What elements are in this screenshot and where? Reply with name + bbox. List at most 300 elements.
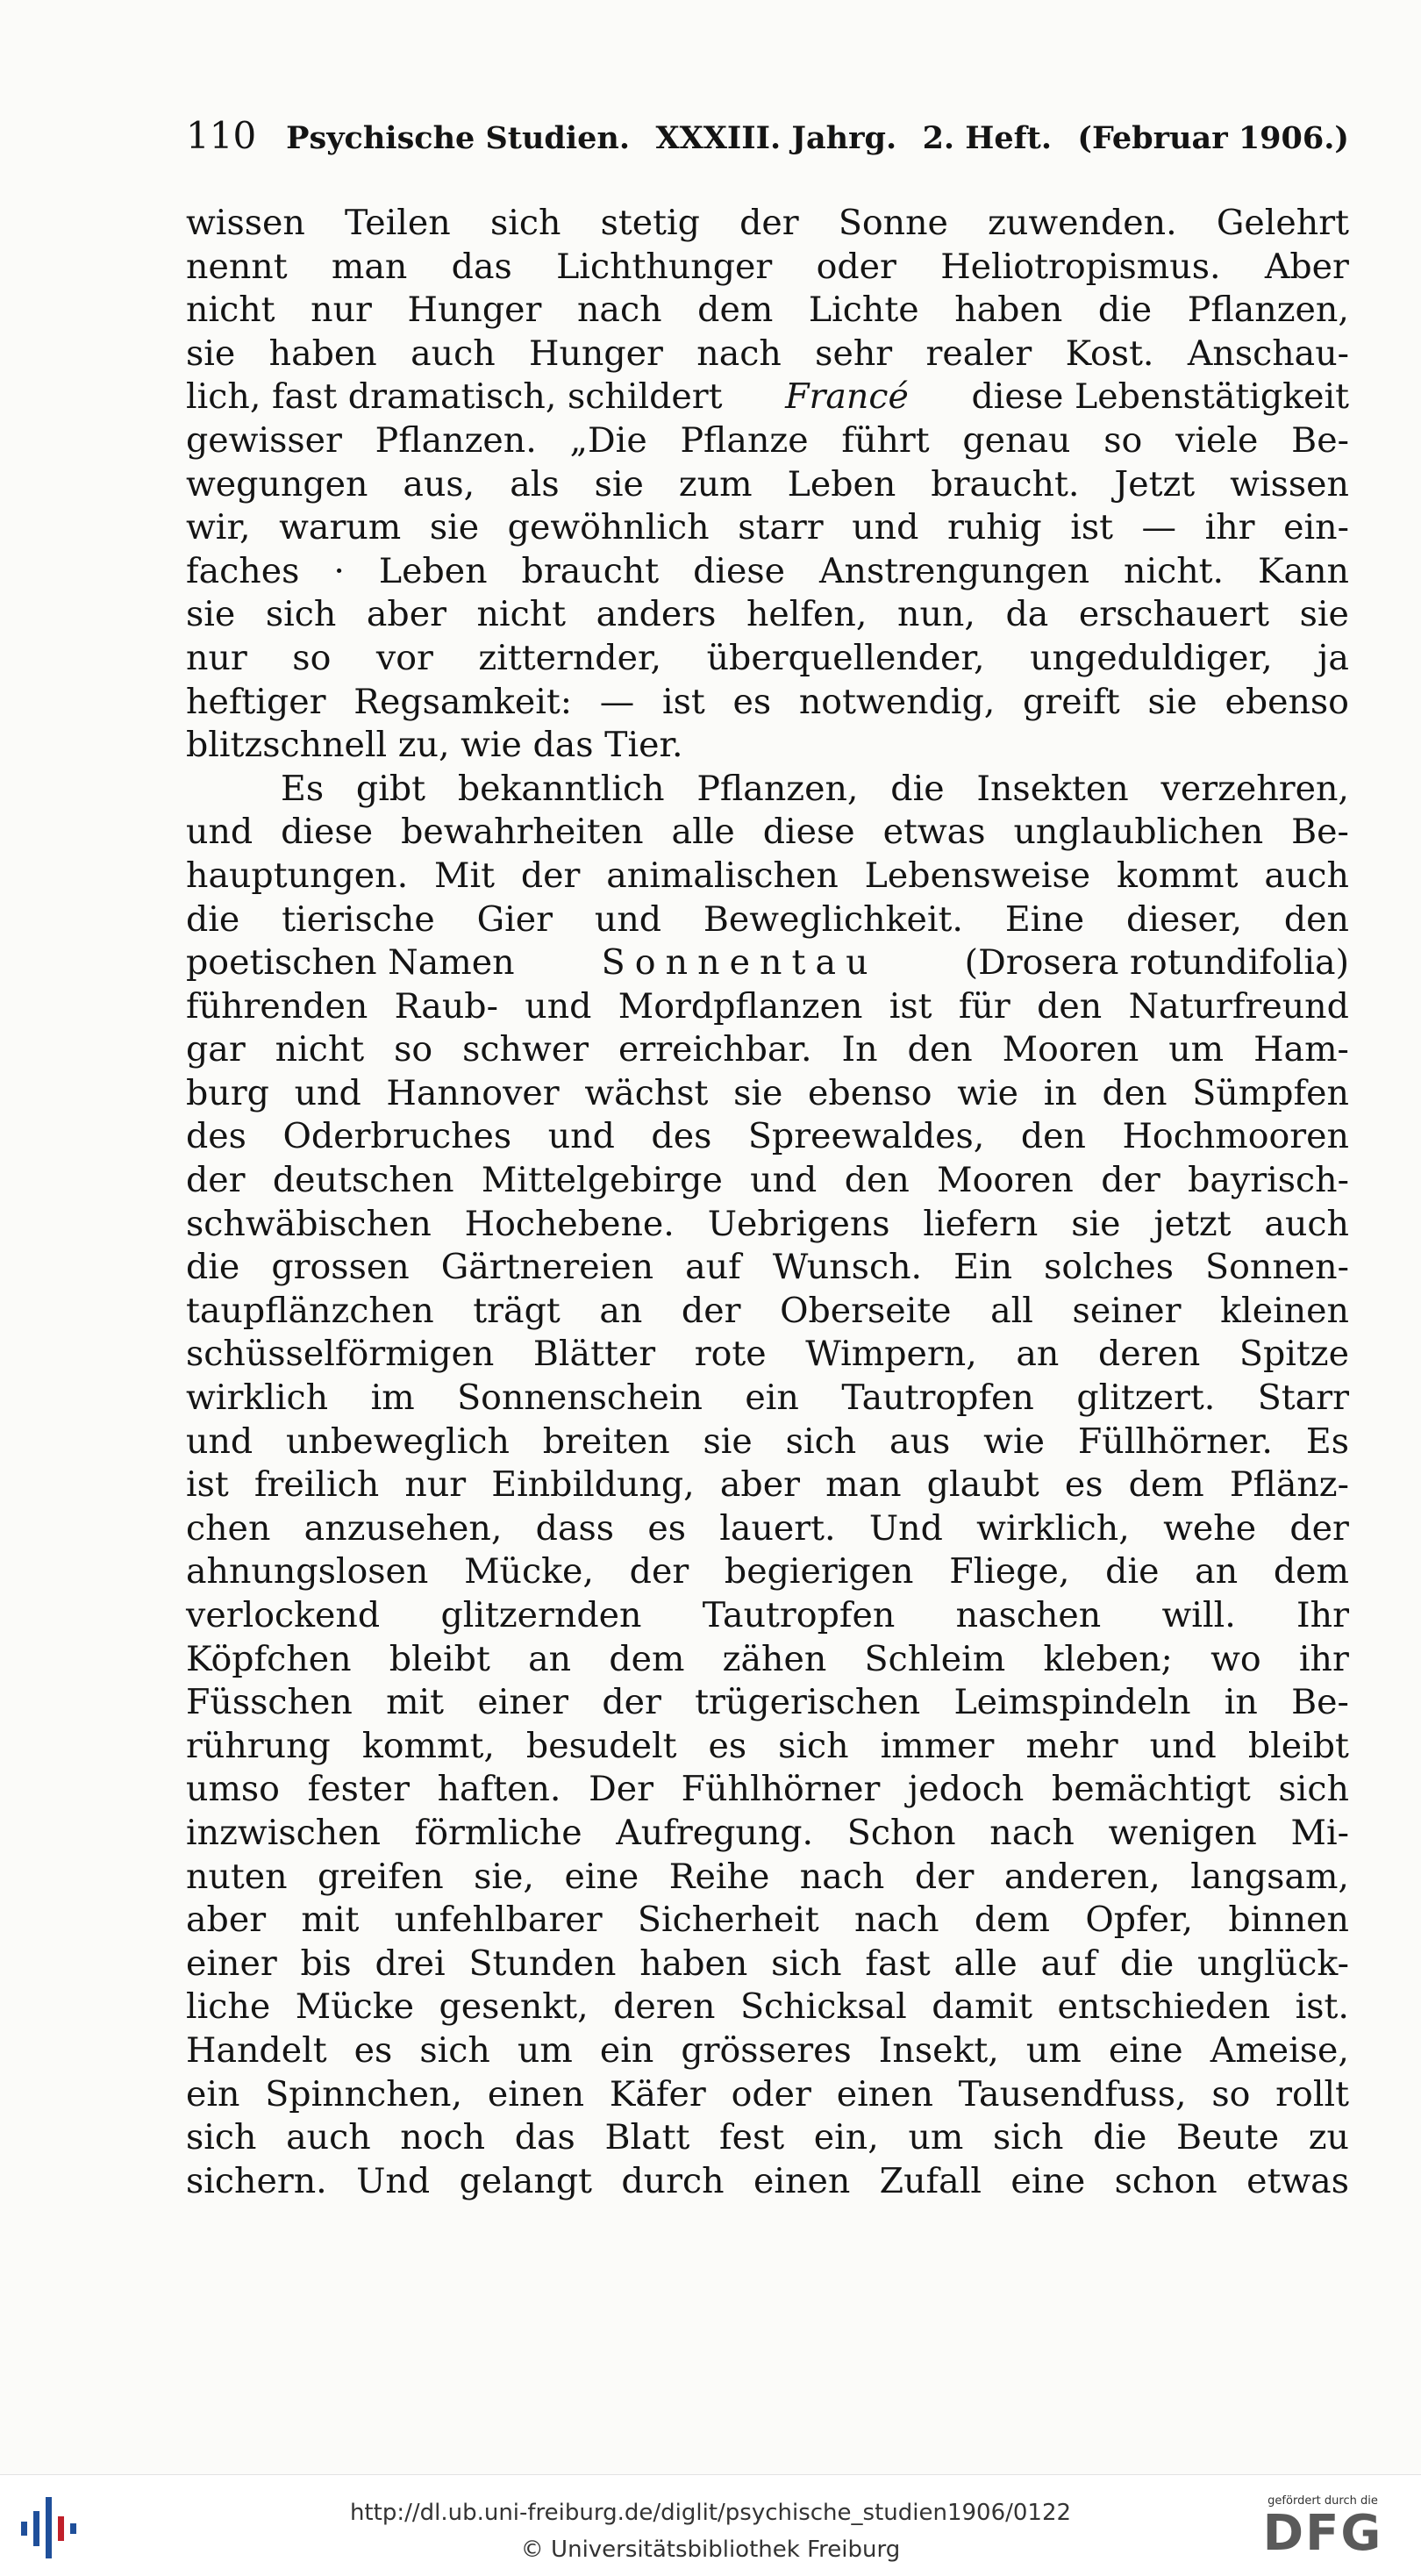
word: dem (609, 1638, 685, 1679)
text-line (186, 855, 1349, 898)
word: Kann (1258, 550, 1349, 591)
text-line (186, 768, 1349, 812)
word: bayrisch- (1188, 1160, 1349, 1201)
text-line (186, 1768, 1349, 1812)
word: unfehlbarer (394, 1900, 603, 1941)
word: dem (1273, 1551, 1349, 1592)
word: Starr (1257, 1377, 1349, 1419)
text-line (186, 1463, 1349, 1507)
word: ist (661, 681, 705, 722)
word: einen (753, 2160, 851, 2201)
word: verlockend (186, 1595, 381, 1635)
text-line: blitzschnell zu, wie das Tier. (186, 725, 683, 766)
dfg-caption: gefördert durch die (1267, 2494, 1378, 2508)
word: auf (685, 1247, 741, 1288)
word: grösseres (681, 2029, 852, 2071)
word: um (908, 2117, 964, 2158)
word: die (1093, 2117, 1147, 2158)
word: — (599, 681, 635, 722)
word: Lebensweise (864, 855, 1091, 896)
word: es (732, 681, 772, 722)
word: so (394, 1029, 433, 1070)
word: unglaublichen (1013, 812, 1264, 853)
text-line (186, 681, 1349, 725)
word: sich (785, 1420, 857, 1462)
word: starr (738, 507, 824, 548)
word: sie (733, 1072, 783, 1113)
word: ein (599, 2029, 654, 2071)
word: Pflanzen, (696, 768, 859, 809)
word: gewisser (186, 419, 342, 461)
word: Sonnen- (1205, 1247, 1349, 1288)
word: Sümpfen (1192, 1072, 1349, 1113)
word: freilich (253, 1464, 380, 1506)
text-line (186, 289, 1349, 333)
word: helfen, (746, 594, 868, 635)
word: sich (419, 2029, 490, 2071)
text-line (186, 593, 1349, 637)
word: inzwischen (186, 1812, 381, 1853)
word: — (1141, 507, 1177, 548)
word: rührung (186, 1725, 331, 1766)
word: Pflanze (680, 419, 809, 461)
word: Einbildung, (491, 1464, 695, 1506)
word: nicht. (1124, 550, 1225, 591)
word: nach (576, 290, 662, 331)
word: stetig (600, 203, 700, 243)
word: gar (186, 1029, 246, 1070)
word: wenigen (1108, 1812, 1257, 1853)
dfg-logo (1244, 2494, 1402, 2565)
word: die (1119, 1943, 1175, 1984)
word: alle (671, 812, 735, 853)
word: damit (932, 1986, 1033, 2028)
word: Spinnchen, (265, 2073, 463, 2114)
footer-bar (0, 2474, 1421, 2576)
word: greift (1023, 681, 1120, 722)
word: im (370, 1377, 415, 1419)
word: Pflänz- (1229, 1464, 1349, 1506)
word: wo (1210, 1638, 1261, 1679)
word: glaubt (926, 1464, 1039, 1506)
word: wirklich, (976, 1507, 1130, 1549)
word: nun, (897, 594, 975, 635)
word: wissen (186, 203, 305, 243)
word: bleibt (1247, 1725, 1349, 1766)
word: etwas (1246, 2160, 1349, 2201)
word: und (547, 1116, 615, 1157)
text-line (186, 1594, 1349, 1638)
word: Mücke, (464, 1551, 594, 1592)
word: haften. (437, 1769, 561, 1810)
word: Füllhörner. (1077, 1420, 1273, 1462)
word: die (1097, 290, 1153, 331)
word: liche (186, 1986, 271, 2028)
word: grossen (271, 1247, 410, 1288)
word: der (629, 1551, 689, 1592)
word: ist (1070, 507, 1113, 548)
word: Schleim (864, 1638, 1006, 1679)
word: wehe (1163, 1507, 1257, 1549)
word: sich (186, 2117, 257, 2158)
word: so (1103, 419, 1143, 461)
word: mit (301, 1900, 360, 1941)
word: Tautropfen (841, 1377, 1034, 1419)
word: Aufregung. (616, 1812, 814, 1853)
word: ahnungslosen (186, 1551, 429, 1592)
word: Tautropfen (702, 1595, 896, 1635)
word: fast (865, 1943, 931, 1984)
word: Schicksal (739, 1986, 907, 2028)
text-line (186, 202, 1349, 246)
word: man (331, 246, 408, 287)
word: der (914, 1856, 975, 1897)
text-line (186, 1072, 1349, 1116)
word: so (292, 637, 332, 678)
word: ist (186, 1464, 229, 1506)
word: zähen (722, 1638, 827, 1679)
word: Eine (1004, 898, 1085, 940)
word: wir, (186, 507, 251, 548)
word: solches (1044, 1247, 1174, 1288)
word: rote (694, 1334, 767, 1375)
text-line (186, 419, 1349, 463)
word: Lichte (808, 290, 919, 331)
word: Anstrengungen (818, 550, 1090, 591)
word: besudelt (525, 1725, 677, 1766)
word: diese (762, 812, 855, 853)
word: Mooren (937, 1160, 1074, 1201)
word: aus, (403, 463, 475, 504)
word: der (681, 1290, 741, 1331)
text-line (186, 333, 1349, 376)
word: noch (400, 2117, 486, 2158)
word: förmliche (414, 1812, 582, 1853)
word: Handelt (186, 2029, 327, 2071)
text-segment: diese Lebenstätigkeit (971, 376, 1349, 418)
word: ihr (1204, 507, 1255, 548)
word: Der (589, 1769, 654, 1810)
word: sie (1147, 681, 1197, 722)
word: Wunsch. (772, 1247, 923, 1288)
journal-title: Psychische Studien. (286, 120, 631, 156)
word: ein, (813, 2117, 879, 2158)
word: es (647, 1507, 686, 1549)
word: das (514, 2117, 575, 2158)
word: Ihr (1296, 1595, 1349, 1635)
word: Schon (846, 1812, 956, 1853)
word: Spreewaldes, (747, 1116, 985, 1157)
word: rollt (1275, 2073, 1349, 2114)
text-line (186, 1943, 1349, 1986)
word: deutschen (272, 1160, 454, 1201)
word: notwendig, (798, 681, 996, 722)
text-line (186, 1115, 1349, 1159)
word: bekanntlich (457, 768, 665, 809)
word: Ameise, (1210, 2029, 1349, 2071)
text-line (186, 1290, 1349, 1334)
word: erschauert (1078, 594, 1270, 635)
word: an (1016, 1334, 1060, 1375)
word: sie (1299, 594, 1349, 635)
word: Stunden (468, 1943, 617, 1984)
word: kommt (1117, 855, 1239, 896)
word: auch (286, 2117, 371, 2158)
word: gesenkt, (439, 1986, 589, 2028)
spaced-term: Sonnentau (601, 942, 878, 984)
word: braucht. (931, 463, 1080, 504)
word: ein (186, 2073, 240, 2114)
text-line (186, 1986, 1349, 2029)
word: aber (366, 594, 446, 635)
word: wie (983, 1420, 1045, 1462)
text-line (186, 2073, 1349, 2117)
word: wissen (1230, 463, 1349, 504)
word: · (333, 550, 345, 591)
word: Oderbruches (282, 1116, 512, 1157)
word: bemächtigt (1051, 1769, 1251, 1810)
word: entschieden (1057, 1986, 1271, 2028)
word: Fliege, (949, 1551, 1070, 1592)
word: Mordpflanzen (618, 985, 863, 1027)
word: die (1105, 1551, 1160, 1592)
word: vor (375, 637, 433, 678)
word: auch (1264, 1203, 1349, 1244)
text-line (186, 2116, 1349, 2160)
word: wirklich (186, 1377, 329, 1419)
author-name: Francé (785, 376, 909, 418)
word: unbeweglich (286, 1420, 510, 1462)
word: Beute (1175, 2117, 1280, 2158)
word: oder (731, 2073, 811, 2114)
word: aber (186, 1900, 267, 1941)
word: Und (356, 2160, 431, 2201)
word: sichern. (186, 2160, 327, 2201)
word: lauert. (719, 1507, 836, 1549)
word: haben (954, 290, 1063, 331)
word: Hochebene. (464, 1203, 675, 1244)
word: Es (1305, 1420, 1349, 1462)
word: der (739, 203, 799, 243)
word: bis (300, 1943, 352, 1984)
word: der (1289, 1507, 1349, 1549)
word: tierische (282, 898, 435, 940)
word: die (890, 768, 945, 809)
word: sie (703, 1420, 753, 1462)
text-line (186, 811, 1349, 855)
word: umso (186, 1769, 280, 1810)
word: führenden (186, 985, 368, 1027)
text-line (186, 1638, 1349, 1682)
word: seiner (1072, 1290, 1182, 1331)
text-line (186, 1028, 1349, 1072)
word: der (602, 1682, 661, 1723)
word: an (1195, 1551, 1239, 1592)
word: Aber (1264, 246, 1349, 287)
word: als (510, 463, 560, 504)
word: bleibt (389, 1638, 490, 1679)
word: Regsamkeit: (353, 681, 573, 722)
word: kommt, (361, 1725, 495, 1766)
word: diese (281, 812, 374, 853)
word: Fühlhörner (681, 1769, 881, 1810)
word: nuten (186, 1856, 288, 1897)
text-line (186, 463, 1349, 507)
text-line (186, 506, 1349, 550)
word: ein (745, 1377, 799, 1419)
word: anders (596, 594, 717, 635)
word: nicht (476, 594, 567, 635)
word: gelangt (459, 2160, 593, 2201)
word: man (825, 1464, 902, 1506)
word: nur (186, 637, 247, 678)
word: wegungen (186, 463, 368, 504)
text-line (186, 1725, 1349, 1769)
word: in (1043, 1072, 1077, 1113)
word: diese (693, 550, 786, 591)
volume-label: XXXIII. Jahrg. (655, 120, 897, 156)
word: naschen (955, 1595, 1102, 1635)
text-line (186, 1507, 1349, 1551)
word: und (294, 1072, 361, 1113)
word: Blatt (604, 2117, 690, 2158)
word: Insekten (976, 768, 1129, 809)
word: nach (854, 1900, 939, 1941)
word: dem (974, 1900, 1051, 1941)
word: binnen (1228, 1900, 1349, 1941)
word: den (1102, 1072, 1168, 1113)
word: des (186, 1116, 246, 1157)
running-header (186, 114, 1349, 157)
word: Teilen (345, 203, 451, 243)
word: kleben; (1043, 1638, 1173, 1679)
word: ebenso (808, 1072, 932, 1113)
text-line (186, 1856, 1349, 1900)
word: eine (564, 1856, 639, 1897)
word: ungeduldiger, (1030, 637, 1273, 678)
word: dass (535, 1507, 615, 1549)
word: faches (186, 550, 300, 591)
word: haben (268, 333, 377, 374)
text-line (186, 1159, 1349, 1203)
text-line (186, 246, 1349, 290)
source-url[interactable]: http://dl.ub.uni-freiburg.de/diglit/psychische_studien1906/0122 (349, 2500, 1072, 2526)
word: auf (1040, 1943, 1097, 1984)
word: gewöhnlich (507, 507, 710, 548)
word: und (1149, 1725, 1217, 1766)
word: auch (411, 333, 496, 374)
word: erreichbar. (618, 1029, 812, 1070)
word: deren (613, 1986, 716, 2028)
word: sie (186, 594, 236, 635)
word: nach (799, 1856, 885, 1897)
word: und (750, 1160, 818, 1201)
text-line (186, 2029, 1349, 2073)
word: mit (386, 1682, 445, 1723)
word: sich (1278, 1769, 1349, 1810)
word: Gier (476, 898, 553, 940)
word: für (958, 985, 1010, 1027)
word: eine (1010, 2160, 1086, 2201)
word: den (907, 1029, 973, 1070)
word: zuwenden. (988, 203, 1177, 243)
word: es (708, 1725, 747, 1766)
page-number: 110 (186, 114, 257, 157)
word: ruhig (946, 507, 1042, 548)
word: fester (307, 1769, 410, 1810)
word: glitzert. (1076, 1377, 1216, 1419)
word: an (599, 1290, 643, 1331)
word: den (1037, 985, 1103, 1027)
word: ist. (1295, 1986, 1349, 2028)
body-text (186, 202, 1349, 2203)
word: Gärtnereien (440, 1247, 654, 1288)
word: es (1064, 1464, 1103, 1506)
word: „Die (569, 419, 647, 461)
word: In (841, 1029, 878, 1070)
word: anderen, (1003, 1856, 1160, 1897)
word: unglück- (1197, 1943, 1349, 1984)
word: Mücke (295, 1986, 415, 2028)
word: führt (841, 419, 930, 461)
text-line (186, 1333, 1349, 1377)
text-line (186, 941, 1349, 985)
word: braucht (521, 550, 660, 591)
copyright-notice: © Universitätsbibliothek Freiburg (520, 2537, 901, 2563)
word: und (594, 898, 662, 940)
word: heftiger (186, 681, 326, 722)
word: ein- (1283, 507, 1349, 548)
word: Sonnenschein (457, 1377, 703, 1419)
word: an (528, 1638, 572, 1679)
word: den (1020, 1116, 1086, 1157)
word: Zufall (879, 2160, 982, 2201)
word: sie (1071, 1203, 1121, 1244)
word: Kost. (1065, 333, 1154, 374)
word: eine (1108, 2029, 1183, 2071)
word: begierigen (724, 1551, 914, 1592)
word: jetzt (1153, 1203, 1232, 1244)
word: zu (1308, 2117, 1349, 2158)
word: Raub- (394, 985, 498, 1027)
word: Ham- (1253, 1029, 1349, 1070)
word: Naturfreund (1128, 985, 1349, 1027)
word: Käfer (609, 2073, 706, 2114)
word: Anschau- (1187, 333, 1349, 374)
word: burg (186, 1072, 269, 1113)
word: einen (487, 2073, 585, 2114)
word: nur (311, 290, 372, 331)
text-line (186, 1550, 1349, 1594)
text-line (186, 1377, 1349, 1420)
word: einer (186, 1943, 277, 1984)
word: Pflanzen. (375, 419, 537, 461)
word: die (186, 1247, 240, 1288)
word: einen (836, 2073, 933, 2114)
text-line (186, 898, 1349, 942)
word: Heliotropismus. (940, 246, 1221, 287)
text-line (186, 550, 1349, 594)
word: Und (868, 1507, 943, 1549)
word: einer (477, 1682, 569, 1723)
word: Hannover (386, 1072, 560, 1113)
word: hauptungen. (186, 855, 409, 896)
word: Füsschen (186, 1682, 353, 1723)
word: aus (889, 1420, 951, 1462)
word: ist (889, 985, 932, 1027)
word: nennt (186, 246, 288, 287)
word: sich (778, 1725, 849, 1766)
